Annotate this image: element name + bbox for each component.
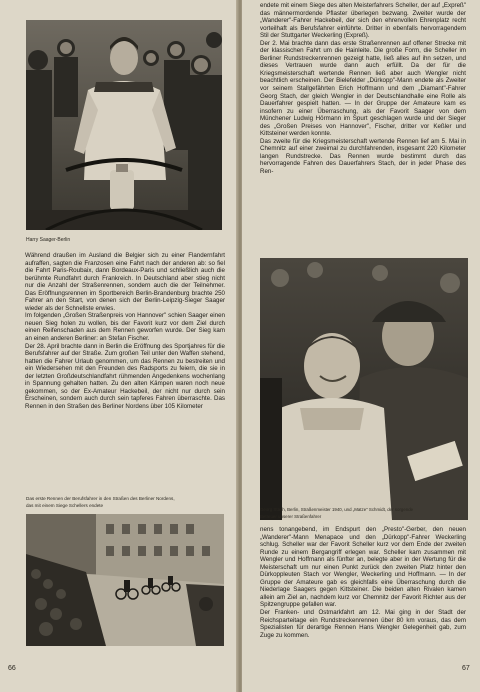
paragraph: Im folgenden „Großen Straßenpreis von Hannover" schien Saager einen neuen Sieg holen zu wollen, bis der Favorit kurz vor dem Ziel durch einen Reifenschaden aus dem Rennen geworfen wurde. Der Sieg kam an einen anderen Berliner: an Stefan Fischer.: [25, 312, 225, 343]
paragraph: nens tonangebend, im Endspurt den „Presto"-Gerber, den neuen „Wanderer"-Mann Menapace und den „Dürkopp"-Fahrer Weckerling schlug. Scheller war der Favorit Scheller kurz vor dem Ende der zweiten Runde zu einem Bergangriff erlegen war. Scheller kam zusammen mit Wengler und Hoffmann als fünfter an, belegte aber in der Wertung für die Meisterschaft um nur einen Punkt zurück den zweiten Platz hinter den Dürkoppleuten Stach vor Wengler, Weckerling und Hoffmann. — In der Gruppe der Amateure gab es gleichfalls eine Überraschung durch die Niederlage Saagers gegen Kittsteiner. Die beiden alten Rivalen kamen allein am Ziel an, nachdem kurz vor Chemnitz der Favorit Richter aus der Spitzengruppe gefallen war.: [260, 526, 466, 609]
paragraph: Das zweite für die Kriegsmeisterschaft wertende Rennen lief am 5. Mai in Chemnitz auf einer zweimal zu durchfahrenden, insgesamt 220 Kilometer langen Rundstrecke. Das Rennen wurde bestimmt durch das hervorragende Fahren des Dauerfahrers Stach, der in jeder Phase des Ren-: [260, 137, 466, 176]
paragraph: Der 28. April brachte dann in Berlin die Eröffnung des Sportjahres für die Berufsfahrer auf der Straße. Zum großen Teil unter den Waffen stehend, hatten die Fahrer Urlaub genommen, um das Rennen zu bestreiten und ein Wiedersehen mit den Freunden des Radsports zu feiern, die sie in der letzten Großdeutschlandfahrt rühmenden Angedenkens wochenlang in Spannung gehalten hatten. Zu den alten Kämpen waren noch neue gekommen, so der Ex-Amateur Hackebeil, der nicht nur durch sein Erscheinen, sondern auch durch sein tapferes Fahren überraschte. Das Rennen in den Straßen des Berliner Nordens über 105 Kilometer: [25, 342, 225, 410]
right-page: [242, 0, 480, 692]
photo-caption: Harry Saager-Berlin: [26, 237, 71, 243]
photo-caption: Betreuer unserer Straßenfahrer: [260, 514, 322, 519]
paragraph: Während draußen im Ausland die Belgier sich zu einer Flandernfahrt aufraffen, sagten die Franzosen eine Fahrt nach der anderen ab: so fiel die Fahrt Paris-Roubaix, dann Bordeaux-Paris und schließlich auch die berühmte Rundfahrt durch Frankreich. In Deutschland aber stieg nicht nur die Anzahl der Straßenrennen, sondern auch die der Teilnehmer. Das Eröffnungsrennen im Sportbereich Berlin-Brandenburg brachte 250 Fahrer an den Start, von denen sich der Berlin-Leipzig-Sieger Saager wieder als der Schnellste erwies.: [25, 252, 225, 312]
photo-caption: das mit einem Siege Schellers endete: [26, 503, 104, 508]
photo-caption: Georg Stach, Berlin, Straßenmeister 1940, und „Matze" Schmidt, der sorgende: [260, 507, 414, 512]
photo-harry-saager-image: [26, 20, 222, 230]
page-number: 66: [8, 665, 16, 672]
paragraph: endete mit einem Siege des alten Meisterfahrers Scheller, der auf „Expreß" das männermordende Pflaster überlegen bezwang. Zweiter wurde der „Wanderer"-Fahrer Hackebeil, der sich den ehrenvollen Ehrenplatz recht vorteilhaft als Berufsfahrer einführte. Dritter in ebenfalls hervorragendem Stil der Stuttgarter Weckerling (Expreß).: [260, 2, 466, 40]
photo-street-race-image: [26, 514, 224, 646]
article-text-right-top: [260, 2, 466, 176]
photo-georg-stach-image: [260, 258, 468, 520]
left-page: [0, 0, 238, 692]
photo-street-race: [26, 514, 224, 646]
paragraph: Der Franken- und Ostmarkfahrt am 12. Mai ging in der Stadt der Reichsparteitage ein Rundstreckenrennen über 80 km voraus, das dem Spezialisten für derartige Rennen Hans Wengler Gelegenheit gab, zum Zuge zu kommen.: [260, 609, 466, 639]
article-text-left: [25, 252, 225, 410]
photo-caption: Das erste Rennen der Berufsfahrer in den Straßen des Berliner Nordens,: [26, 496, 175, 501]
page-number: 67: [462, 665, 470, 672]
photo-georg-stach: [260, 258, 468, 520]
article-text-right-bottom: [260, 526, 466, 639]
photo-harry-saager: [26, 20, 222, 230]
paragraph: Der 2. Mai brachte dann das erste Straßenrennen auf offener Strecke mit der klassischen Fahrt um die Hainleite. Die große Form, die Scheller im Berliner Rundstreckenrennen gezeigt hatte, ließ alles auf ihn setzen, und dieses Vertrauen wurde dann auch erfüllt. Da der für die Kriegsmeisterschaft wertende Rennen ließ aber auch Wengler nicht beachtlich erscheinen. Der Bielefelder „Dürkopp"-Mann endete als Zweiter vor seinem Stallgefährten Erich Hoffmann und dem „Diamant"-Fahrer Georg Stach, der gleich Wengler in der Deutschlandhalle eine Rolle als Dauerfahrer gespielt hatten. — In der Gruppe der Amateure kam es insofern zu einer Überraschung, als der Favorit Saager von dem Münchener Ludwig Hörmann im Spurt geschlagen wurde und der Sieger des „Großen Preises von Hannover", Fischer, dritter vor Keßler und Kittsteiner werden konnte.: [260, 39, 466, 138]
